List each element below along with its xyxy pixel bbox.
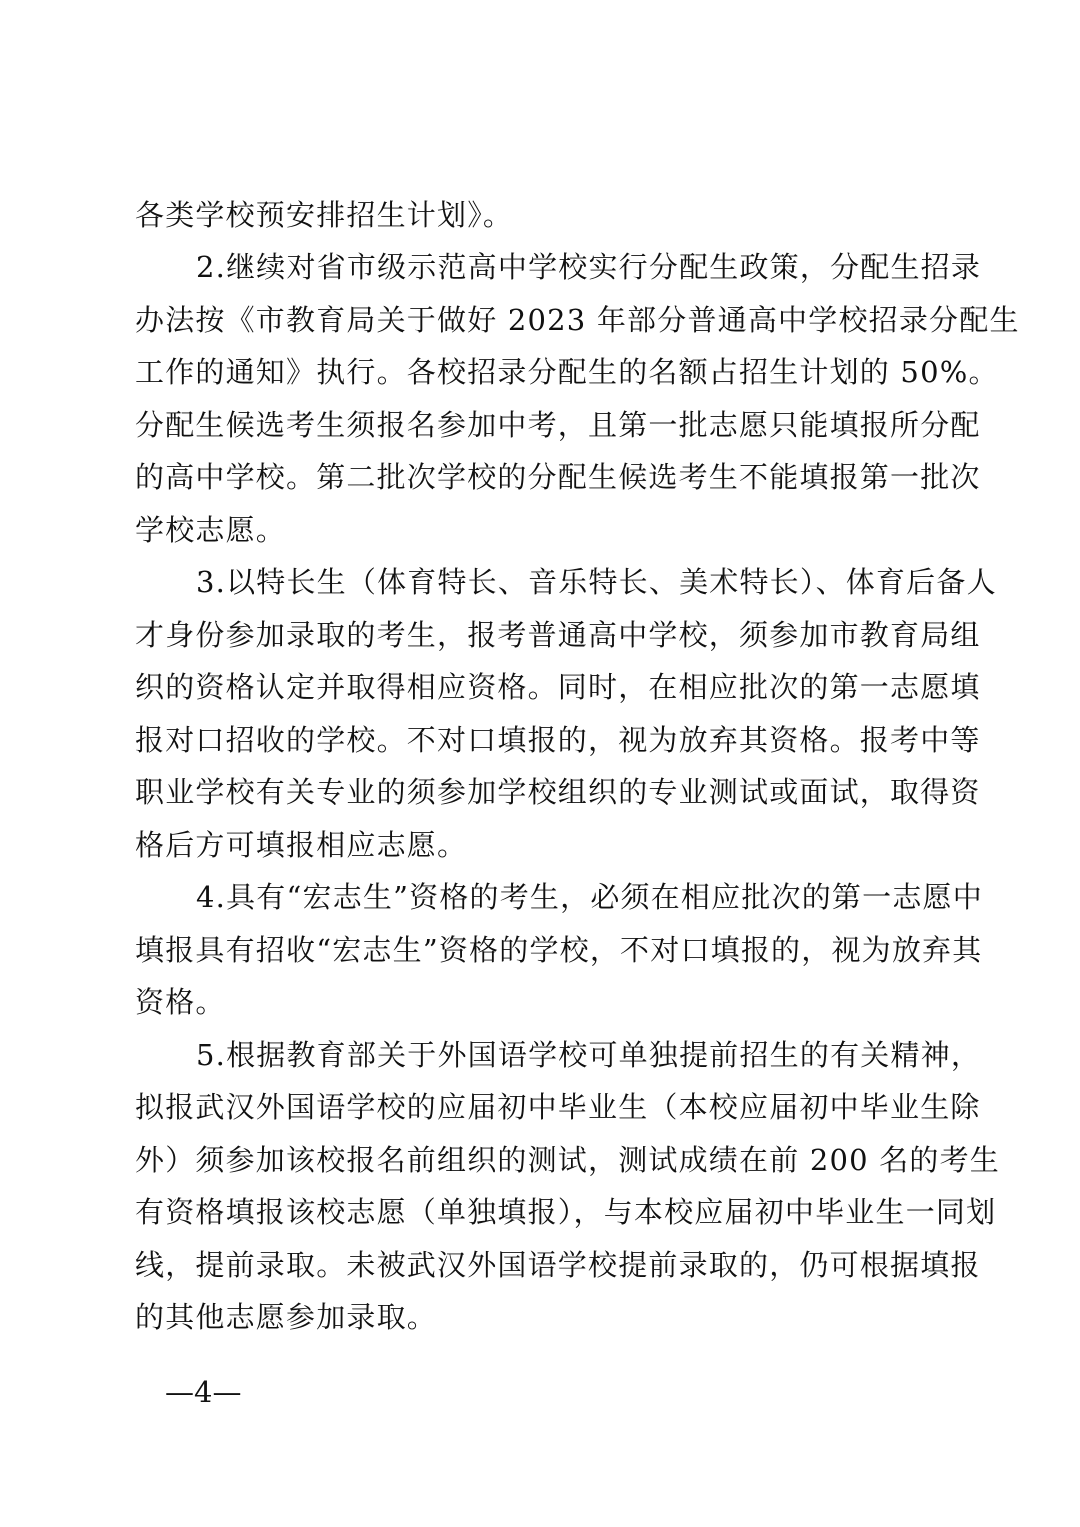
paragraph-line: 的其他志愿参加录取。: [135, 1300, 438, 1334]
paragraph-line: 2.继续对省市级示范高中学校实行分配生政策，分配生招录: [196, 250, 982, 284]
paragraph-line: 格后方可填报相应志愿。: [135, 828, 468, 862]
paragraph-line: 拟报武汉外国语学校的应届初中毕业生（本校应届初中毕业生除: [135, 1090, 981, 1124]
page-number: —4—: [165, 1375, 242, 1409]
paragraph-line: 有资格填报该校志愿（单独填报），与本校应届初中毕业生一同划: [135, 1195, 997, 1229]
paragraph-line: 办法按《市教育局关于做好 2023 年部分普通高中学校招录分配生: [135, 303, 1020, 337]
paragraph-line: 线，提前录取。未被武汉外国语学校提前录取的，仍可根据填报: [135, 1248, 981, 1282]
paragraph-line: 职业学校有关专业的须参加学校组织的专业测试或面试，取得资: [135, 775, 981, 809]
paragraph-line: 才身份参加录取的考生，报考普通高中学校，须参加市教育局组: [135, 618, 981, 652]
paragraph-line: 外）须参加该校报名前组织的测试，测试成绩在前 200 名的考生: [135, 1143, 1000, 1177]
paragraph-line: 报对口招收的学校。不对口填报的，视为放弃其资格。报考中等: [135, 723, 981, 757]
paragraph-line: 各类学校预安排招生计划》。: [135, 198, 514, 232]
paragraph-line: 5.根据教育部关于外国语学校可单独提前招生的有关精神，: [196, 1038, 982, 1072]
paragraph-line: 的高中学校。第二批次学校的分配生候选考生不能填报第一批次: [135, 460, 981, 494]
paragraph-line: 填报具有招收“宏志生”资格的学校，不对口填报的，视为放弃其: [135, 933, 983, 967]
paragraph-line: 资格。: [135, 985, 226, 1019]
paragraph-line: 工作的通知》执行。各校招录分配生的名额占招生计划的 50%。: [135, 355, 999, 389]
paragraph-line: 学校志愿。: [135, 513, 287, 547]
paragraph-line: 3.以特长生（体育特长、音乐特长、美术特长）、体育后备人: [196, 565, 997, 599]
paragraph-line: 4.具有“宏志生”资格的考生，必须在相应批次的第一志愿中: [196, 880, 983, 914]
paragraph-line: 分配生候选考生须报名参加中考，且第一批志愿只能填报所分配: [135, 408, 981, 442]
paragraph-line: 织的资格认定并取得相应资格。同时，在相应批次的第一志愿填: [135, 670, 981, 704]
